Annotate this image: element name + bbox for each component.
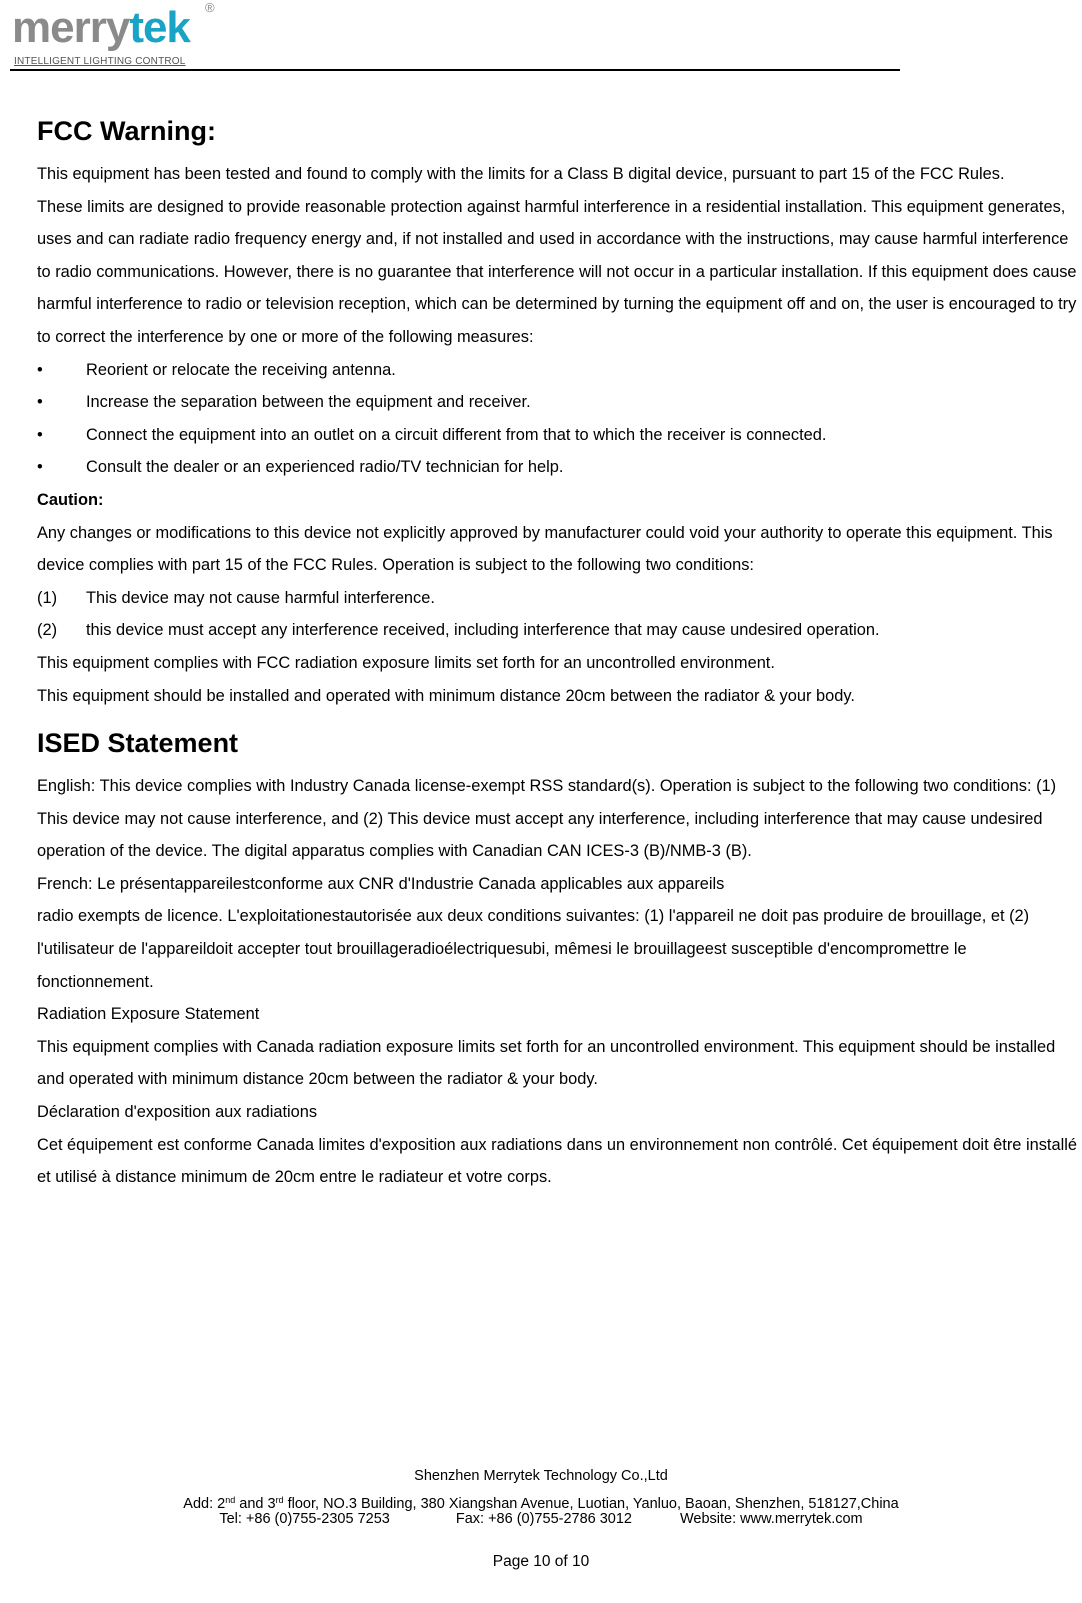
condition-number: (1) bbox=[37, 588, 58, 607]
bullet: • bbox=[37, 425, 43, 444]
radiation-exposure-title: Radiation Exposure Statement bbox=[37, 1005, 260, 1024]
bullet-text: Reorient or relocate the receiving antenna. bbox=[86, 360, 396, 379]
caution-label: Caution: bbox=[37, 490, 104, 509]
address-sup: nd bbox=[225, 1495, 236, 1505]
caution-text: Any changes or modifications to this device not explicitly approved by manufacturer could void your authority to operate this equipment. This device complies with part 15 of the FCC Rules. Operation is subject to the following two conditions: bbox=[37, 523, 1053, 575]
condition-text: This device may not cause harmful interference. bbox=[86, 588, 435, 607]
bullet: • bbox=[37, 360, 43, 379]
footer-tel: Tel: +86 (0)755-2305 7253 bbox=[219, 1511, 390, 1527]
fcc-exposure-2: This equipment should be installed and operated with minimum distance 20cm between the radiator & your body. bbox=[37, 686, 855, 705]
bullet: • bbox=[37, 458, 43, 477]
page-number: Page 10 of 10 bbox=[492, 1553, 590, 1570]
address-part: floor, NO.3 Building, 380 Xiangshan Avenue, Luotian, Yanluo, Baoan, Shenzhen, 518127,China bbox=[283, 1496, 899, 1512]
logo-tagline: INTELLIGENT LIGHTING CONTROL bbox=[14, 56, 186, 67]
merrytek-logo bbox=[12, 2, 190, 54]
fcc-exposure-1: This equipment complies with FCC radiation exposure limits set forth for an uncontrolled environment. bbox=[37, 653, 775, 672]
bullet-text: Consult the dealer or an experienced radio/TV technician for help. bbox=[86, 458, 564, 477]
footer-website: Website: www.merrytek.com bbox=[680, 1511, 863, 1527]
condition-item bbox=[37, 582, 1082, 615]
page-header bbox=[10, 0, 900, 72]
address-part: Add: 2 bbox=[183, 1496, 226, 1512]
registered-mark: ® bbox=[205, 0, 215, 15]
radiation-exposure-text: This equipment complies with Canada radiation exposure limits set forth for an uncontrolled environment. This equipment should be installed and operated with minimum distance 20cm between the radiator & your body. bbox=[37, 1037, 1056, 1089]
bullet-text: Connect the equipment into an outlet on a circuit different from that to which the receiver is connected. bbox=[86, 425, 827, 444]
declaration-title: Déclaration d'exposition aux radiations bbox=[37, 1103, 318, 1122]
list-item bbox=[37, 451, 1082, 484]
ised-statement-title: ISED Statement bbox=[37, 728, 239, 759]
list-item bbox=[37, 386, 1082, 419]
condition-text: this device must accept any interference received, including interference that may cause undesired operation. bbox=[86, 621, 880, 640]
ised-french-2: radio exempts de licence. L'exploitationestautorisée aux deux conditions suivantes: (1) l'appareil ne doit pas produire de brouillage, et (2) l'utilisateur de l'appareildoit accepter tout brouillageradioélectriquesubi, mêmesi le brouillageest susceptible d'encompromettre le fonctionnement. bbox=[37, 907, 1030, 991]
main-content bbox=[37, 108, 1082, 1194]
logo-text-tek: tek bbox=[129, 3, 190, 52]
header-divider bbox=[10, 69, 900, 71]
bullet: • bbox=[37, 393, 43, 412]
footer-fax: Fax: +86 (0)755-2786 3012 bbox=[455, 1511, 632, 1527]
fcc-warning-title: FCC Warning: bbox=[37, 116, 216, 146]
ised-english: English: This device complies with Industry Canada license-exempt RSS standard(s). Operation is subject to the following two conditions: (1) This device may not cause interference, and (2) This device must accept any interference, including interference that may cause undesired operation of the device. The digital apparatus complies with Canadian CAN ICES-3 (B)/NMB-3 (B). bbox=[37, 777, 1057, 861]
condition-number: (2) bbox=[37, 621, 58, 640]
fcc-paragraph-2: These limits are designed to provide reasonable protection against harmful interference in a residential installation. This equipment generates, uses and can radiate radio frequency energy and, if not installed and used in accordance with the instructions, may cause harmful interference to radio communications. However, there is no guarantee that interference will not occur in a particular installation. If this equipment does cause harmful interference to radio or television reception, which can be determined by turning the equipment off and on, the user is encouraged to try to correct the interference by one or more of the following measures: bbox=[37, 197, 1077, 346]
fcc-paragraph-1: This equipment has been tested and found to comply with the limits for a Class B digital device, pursuant to part 15 of the FCC Rules. bbox=[37, 165, 1005, 183]
ised-french-1: French: Le présentappareilestconforme aux CNR d'Industrie Canada applicables aux appareils bbox=[37, 874, 725, 893]
list-item bbox=[37, 354, 1082, 387]
address-sup: rd bbox=[275, 1495, 284, 1505]
condition-item bbox=[37, 614, 1082, 647]
bullet-text: Increase the separation between the equipment and receiver. bbox=[86, 393, 531, 412]
address-part: and 3 bbox=[235, 1496, 276, 1512]
declaration-text: Cet équipement est conforme Canada limites d'exposition aux radiations dans un environnement non contrôlé. Cet équipement doit être installé et utilisé à distance minimum de 20cm entre le radiateur et votre corps. bbox=[37, 1135, 1077, 1187]
logo-text-merry: merry bbox=[12, 3, 130, 52]
list-item bbox=[37, 419, 1082, 452]
footer-contacts bbox=[0, 1509, 1082, 1529]
footer-company: Shenzhen Merrytek Technology Co.,Ltd bbox=[414, 1468, 668, 1484]
